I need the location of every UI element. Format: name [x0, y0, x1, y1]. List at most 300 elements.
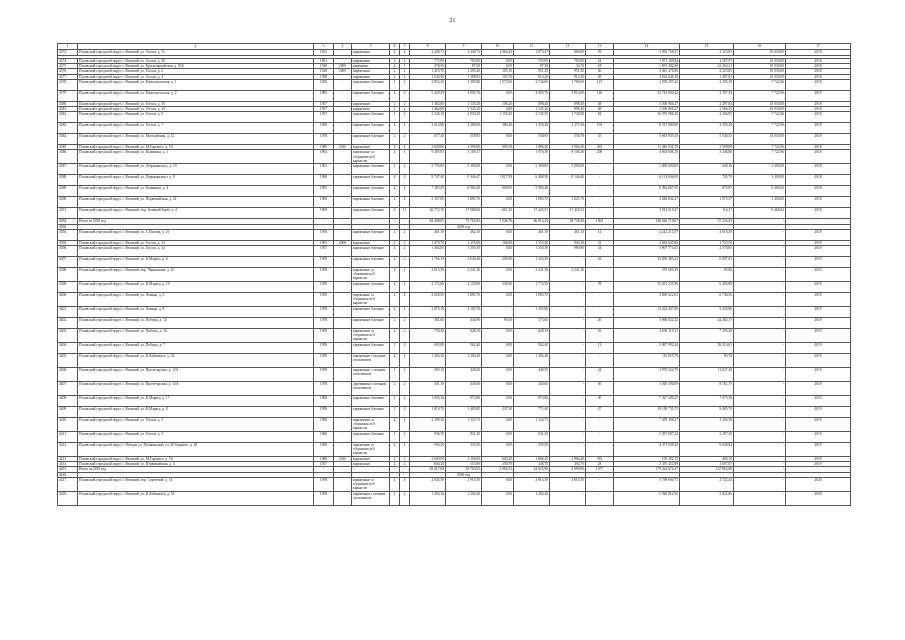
table-cell: 2018 — [786, 123, 851, 134]
table-cell: 9 049,84 — [680, 443, 734, 457]
column-number-cell: 10 — [482, 44, 514, 50]
table-cell: - — [550, 418, 586, 432]
table-cell: 3 697,87 — [680, 462, 734, 467]
table-cell: 1 476,40 — [514, 123, 550, 134]
table-row — [58, 134, 851, 145]
table-cell: 4 905,76 — [514, 90, 550, 101]
table-cell: - — [734, 268, 786, 282]
table-cell: 4402. — [58, 318, 78, 329]
table-cell: - — [586, 418, 614, 432]
table-cell: 5 758 600,75 — [614, 477, 680, 491]
table-cell: - — [734, 477, 786, 491]
table-cell: 2 300,00 — [446, 457, 482, 462]
table-cell: 2 — [390, 368, 400, 382]
table-cell: 0,00 — [482, 354, 514, 368]
table-cell: 1 000 600,00 — [614, 164, 680, 175]
table-cell: - — [786, 219, 851, 224]
table-cell: 444,90 — [446, 318, 482, 329]
table-cell: 2 — [400, 59, 410, 64]
table-cell: 7 722,96 — [734, 145, 786, 150]
table-row — [58, 354, 851, 368]
table-cell: 1 295,40 — [446, 69, 482, 74]
table-cell: кирпичные блочные — [352, 79, 390, 90]
table-cell: Псковский городской округ, г. Великий, ул. Гоголя, д. 7 — [78, 123, 314, 134]
table-cell: кирпичные — [352, 50, 390, 56]
table-cell: 562,40 — [446, 343, 482, 354]
table-cell: - — [734, 418, 786, 432]
table-cell: 0,00 — [482, 64, 514, 69]
table-cell: - — [550, 491, 586, 505]
table-cell: 4382. — [58, 112, 78, 123]
table-cell: Псковский городской округ, г. Великий, ул. Ленина, д. 6 — [78, 293, 314, 307]
table-cell: 1 350,30 — [514, 246, 550, 257]
table-cell: 4401. — [58, 307, 78, 318]
table-cell: 2 753,54 — [680, 240, 734, 245]
table-cell: кирпичные блочные — [352, 396, 390, 407]
table-cell: кирпичные блочные — [352, 432, 390, 443]
table-row — [58, 257, 851, 268]
table-cell: 2 — [400, 123, 410, 134]
table-cell: - — [734, 293, 786, 307]
table-cell: 440,60 — [514, 382, 550, 396]
table-cell: кирпичные блочные — [352, 123, 390, 134]
table-cell: 0,00 — [482, 329, 514, 343]
table-cell: 4 — [390, 79, 400, 90]
table-cell: - — [734, 329, 786, 343]
table-cell: 5 540,53 — [680, 134, 734, 145]
table-cell: 32 — [586, 257, 614, 268]
table-cell: 3 622 646,18 — [614, 74, 680, 79]
table-cell: деревянные с печным отоплением — [352, 382, 390, 396]
table-cell: Псковский городской округ, г. Великий, ул. Гоголя, д. 3 — [78, 418, 314, 432]
table-cell: 608,00 — [482, 186, 514, 197]
table-cell: 1 071 169,84 — [614, 59, 680, 64]
table-cell: 4 366,85 — [680, 112, 734, 123]
table-cell: 2 — [400, 175, 410, 186]
table-cell: 2 — [400, 382, 410, 396]
table-cell: 363 — [586, 457, 614, 462]
table-cell: 1 819,70 — [410, 407, 446, 418]
table-cell: 4 — [390, 150, 400, 164]
table-cell: 1 464,00 — [410, 107, 446, 112]
table-cell: 2019 — [786, 318, 851, 329]
table-cell: 2 — [400, 134, 410, 145]
table-cell: 37 243,45 — [680, 219, 734, 224]
table-cell: - — [334, 368, 352, 382]
table-cell: 0,00 — [482, 229, 514, 240]
table-cell: 84 408,05 — [410, 219, 446, 224]
table-cell: - — [334, 59, 352, 64]
table-cell: 1959 — [314, 318, 334, 329]
table-cell: 2 — [400, 107, 410, 112]
table-cell: - — [586, 293, 614, 307]
table-cell: 2 509,00 — [680, 145, 734, 150]
table-cell: 1960 — [314, 175, 334, 186]
table-cell: 4 — [390, 282, 400, 293]
table-cell: - — [334, 293, 352, 307]
table-cell: 1959 — [314, 268, 334, 282]
table-cell: 9 346,47 — [446, 175, 482, 186]
table-cell: 2 — [400, 74, 410, 79]
table-cell: 2 — [400, 69, 410, 74]
table-cell: - — [734, 443, 786, 457]
table-cell: 4 694 119,23 — [614, 329, 680, 343]
column-number-cell: 11 — [514, 44, 550, 50]
table-cell: 2 — [400, 246, 410, 257]
table-cell: - — [550, 354, 586, 368]
table-cell: 2 — [390, 257, 400, 268]
table-cell: 2 129,60 — [446, 282, 482, 293]
table-cell: - — [550, 293, 586, 307]
table-cell: 4379. — [58, 90, 78, 101]
table-cell: 4391. — [58, 208, 78, 219]
table-cell: 2019 — [786, 407, 851, 418]
table-cell: 4 — [400, 282, 410, 293]
table-cell: кирпичные — [352, 69, 390, 74]
table-cell: кирпичные блочные — [352, 257, 390, 268]
table-cell: 1 873,47 — [514, 50, 550, 56]
table-cell: 875,87 — [680, 186, 734, 197]
table-cell: - — [334, 74, 352, 79]
table-cell: 17 425,53 — [550, 208, 586, 219]
table-cell: кирпичные со сборными ж/б каркасом — [352, 418, 390, 432]
table-cell: 980,90 — [550, 246, 586, 257]
table-cell: - — [334, 134, 352, 145]
column-number-cell: 1 — [58, 44, 78, 50]
table-cell: 2019 — [786, 396, 851, 407]
table-cell: Псковский городской округ, г. Великий, ул. М.Горького, д. 5А — [78, 457, 314, 462]
table-cell: 2 497,04 — [680, 101, 734, 106]
table-cell: 5 755,00 — [410, 164, 446, 175]
table-cell: 1959 — [314, 257, 334, 268]
table-cell: 2 — [400, 396, 410, 407]
table-cell: 841,30 — [446, 432, 482, 443]
table-cell: 461,10 — [514, 229, 550, 240]
table-cell: 2018 — [786, 175, 851, 186]
table-row — [58, 418, 851, 432]
table-cell: 1 345,20 — [446, 101, 482, 106]
table-cell: - — [786, 467, 851, 472]
table-cell: 66 914,43 — [514, 219, 550, 224]
table-cell: 2019 — [786, 268, 851, 282]
table-cell: - — [334, 462, 352, 467]
table-cell: Псковский городской округ, г. Великий, ул. Красноармейская, д. 93А — [78, 64, 314, 69]
table-cell: 4381. — [58, 107, 78, 112]
table-cell: Псковский городской округ, г. Великий, ул. Первомайская, д. 22 — [78, 197, 314, 208]
table-row — [58, 246, 851, 257]
table-cell: 2019 — [786, 343, 851, 354]
table-cell: 462,10 — [446, 229, 482, 240]
table-cell: 1963 — [314, 240, 334, 245]
table-cell: 2 914,30 — [514, 477, 550, 491]
table-cell: 2 — [390, 101, 400, 106]
table-cell: 1960 — [314, 432, 334, 443]
table-cell: 5 445,86 — [680, 307, 734, 318]
table-cell: 4407. — [58, 382, 78, 396]
table-cell: 4406. — [58, 368, 78, 382]
table-cell: 5 837 887,24 — [614, 432, 680, 443]
table-cell: 1 885,70 — [446, 293, 482, 307]
table-cell: - — [334, 107, 352, 112]
table-cell: 2010 — [334, 457, 352, 462]
table-cell: - — [550, 368, 586, 382]
table-cell: 2 — [400, 101, 410, 106]
table-cell: Псковский городской округ, г. Великий, ул. Победы, д. 7 — [78, 343, 314, 354]
table-cell: 2 — [390, 74, 400, 79]
table-cell: 951,30 — [514, 69, 550, 74]
table-cell: - — [734, 307, 786, 318]
table-cell: кирпичные со сборными ж/б каркасом — [352, 150, 390, 164]
table-cell: 1956 — [314, 79, 334, 90]
table-cell: 480,19 — [680, 457, 734, 462]
table-cell: - — [586, 307, 614, 318]
table-cell: 3 461 474,96 — [614, 69, 680, 74]
table-cell: - — [334, 186, 352, 197]
table-cell: 4 — [400, 293, 410, 307]
table-cell: 2018 — [786, 74, 851, 79]
table-cell: 1 404,10 — [410, 491, 446, 505]
table-cell: 1980 — [314, 457, 334, 462]
table-row — [58, 432, 851, 443]
table-cell: 1985 — [314, 90, 334, 101]
table-cell: 2 — [390, 240, 400, 245]
table-cell: 24 402,17 — [680, 318, 734, 329]
table-cell: 30 — [586, 396, 614, 407]
table-cell: 2 — [400, 329, 410, 343]
table-cell: 1 464,00 — [410, 246, 446, 257]
table-cell: - — [586, 175, 614, 186]
table-cell: Псковский городской округ, г. Великий, ул. К.Либкнехта, д. 31 — [78, 491, 314, 505]
table-cell: 3 506 066,27 — [614, 107, 680, 112]
table-cell: - — [734, 462, 786, 467]
table-cell: 4 395,28 — [680, 79, 734, 90]
table-cell: - — [550, 307, 586, 318]
table-cell: - — [352, 467, 390, 472]
table-cell: 4386. — [58, 150, 78, 164]
table-cell: - — [550, 443, 586, 457]
table-cell: 24 025,90 — [514, 467, 550, 472]
table-cell: - — [314, 219, 334, 224]
table-cell: 2 663 645,96 — [614, 240, 680, 245]
table-row — [58, 477, 851, 491]
column-number-cell: 16 — [734, 44, 786, 50]
table-cell: кирпичные блочные — [352, 164, 390, 175]
table-cell: 1957 — [314, 246, 334, 257]
table-cell: 10 030,00 — [734, 64, 786, 69]
table-cell: Псковский городской округ, г. Великий, ул. Победы, д. 14 — [78, 318, 314, 329]
table-cell: 9 747,40 — [410, 175, 446, 186]
table-cell: 3 663 839,18 — [614, 134, 680, 145]
table-cell: 3 814,00 — [550, 90, 586, 101]
table-row — [58, 112, 851, 123]
table-cell: 4 — [390, 64, 400, 69]
table-cell: 6 — [390, 208, 400, 219]
table-cell: 2 — [390, 491, 400, 505]
table-cell: 898,40 — [550, 107, 586, 112]
table-cell: кирпичные — [352, 462, 390, 467]
table-cell: 2019 — [786, 90, 851, 101]
table-cell: 2 386,00 — [446, 123, 482, 134]
table-cell: - — [734, 457, 786, 462]
table-cell: 2005 — [334, 64, 352, 69]
table-cell: 7 722,96 — [734, 112, 786, 123]
table-row — [58, 382, 851, 396]
table-row — [58, 368, 851, 382]
table-cell: 179 424 674,47 — [614, 467, 680, 472]
table-cell: 2 — [390, 382, 400, 396]
table-cell: кирпичные с печным отоплением — [352, 354, 390, 368]
table-cell: 18 — [586, 64, 614, 69]
table-cell: 5 820 852,95 — [614, 491, 680, 505]
table-cell: 16 — [586, 329, 614, 343]
table-cell: 703,00 — [550, 59, 586, 64]
table-cell: 4383. — [58, 123, 78, 134]
table-cell: 2 — [400, 432, 410, 443]
table-cell: 1980 — [314, 145, 334, 150]
table-cell: 1 324,75 — [514, 418, 550, 432]
column-number-cell: 2 — [78, 44, 314, 50]
table-cell: 35 — [586, 134, 614, 145]
table-cell: кирпичные блочные — [352, 208, 390, 219]
table-cell: 2 — [400, 354, 410, 368]
table-cell: - — [334, 318, 352, 329]
table-cell: 17 588,60 — [446, 208, 482, 219]
table-cell: 0,00 — [482, 432, 514, 443]
table-cell: 1957 — [314, 462, 334, 467]
table-cell: 1 640,40 — [446, 257, 482, 268]
table-cell: 105,10 — [482, 69, 514, 74]
table-cell: - — [734, 382, 786, 396]
table-cell: 6 — [400, 90, 410, 101]
table-cell: 4393. — [58, 224, 78, 229]
table-cell: 1 485,85 — [446, 407, 482, 418]
table-cell: - — [334, 354, 352, 368]
table-cell: - — [734, 219, 786, 224]
table-cell: 495,10 — [410, 368, 446, 382]
table-row — [58, 208, 851, 219]
table-cell: Итого за 2019 год — [78, 467, 314, 472]
table-cell: 10 030,00 — [734, 50, 786, 56]
table-cell: 3 506 066,27 — [614, 101, 680, 106]
table-cell: 4 510,29 — [680, 229, 734, 240]
table-cell: - — [334, 50, 352, 56]
table-cell: 2018 — [786, 69, 851, 74]
table-cell: 2 084,25 — [482, 467, 514, 472]
table-cell: 4416. — [58, 472, 78, 477]
table-cell: 860,00 — [550, 50, 586, 56]
table-row — [58, 282, 851, 293]
table-cell: 16 976 906,30 — [614, 112, 680, 123]
table-cell: 116 855,79 — [614, 354, 680, 368]
table-cell: 5 429,29 — [410, 90, 446, 101]
table-cell: 1959 — [314, 477, 334, 491]
table-cell: 238,40 — [482, 282, 514, 293]
table-cell: 898,40 — [550, 101, 586, 106]
table-cell: 0,00 — [482, 164, 514, 175]
table-cell: 1 255,00 — [446, 240, 482, 245]
table-cell: 1 738,90 — [550, 112, 586, 123]
table-cell: 492,70 — [550, 462, 586, 467]
table-cell: 2 275,40 — [550, 123, 586, 134]
table-row — [58, 396, 851, 407]
table-cell: 1960 — [314, 418, 334, 432]
table-cell: 440,60 — [446, 382, 482, 396]
table-cell: 2 614,30 — [550, 477, 586, 491]
table-cell: 2019 — [786, 240, 851, 245]
table-cell: 1 470,70 — [410, 240, 446, 245]
table-cell: 558,79 — [550, 134, 586, 145]
table-cell: 951,30 — [550, 69, 586, 74]
table-cell: 15 839 483,23 — [614, 257, 680, 268]
table-cell: - — [334, 164, 352, 175]
table-cell: 4418. — [58, 491, 78, 505]
table-cell: 1 350,30 — [446, 246, 482, 257]
table-cell: 4398. — [58, 268, 78, 282]
table-cell: 2 028,50 — [410, 293, 446, 307]
table-cell: 0,00 — [482, 293, 514, 307]
table-cell: 6 468,50 — [514, 175, 550, 186]
table-cell: 4 471 938,38 — [614, 443, 680, 457]
table-cell: 2 570,85 — [680, 246, 734, 257]
table-cell: 2018 — [786, 145, 851, 150]
table-cell: 1 544,90 — [410, 74, 446, 79]
table-cell: 12 — [586, 343, 614, 354]
table-row — [58, 407, 851, 418]
table-cell: 2019 — [786, 382, 851, 396]
table-cell: 1 345,20 — [514, 107, 550, 112]
table-cell: 4395. — [58, 240, 78, 245]
table-cell: 898,40 — [514, 101, 550, 106]
table-cell: 703,00 — [446, 59, 482, 64]
table-cell: 2 600,00 — [410, 457, 446, 462]
column-number-cell: 3 — [314, 44, 334, 50]
table-row — [58, 491, 851, 505]
table-cell: 628,10 — [446, 329, 482, 343]
table-cell: 2018 — [786, 50, 851, 56]
table-cell: 3 807 774,65 — [614, 246, 680, 257]
table-cell: 2 — [390, 59, 400, 64]
table-cell: - — [334, 257, 352, 268]
table-cell: - — [334, 477, 352, 491]
table-cell: - — [550, 186, 586, 197]
table-cell: 208 — [586, 150, 614, 164]
table-cell: 1 774,50 — [514, 282, 550, 293]
table-cell: 605,00 — [410, 343, 446, 354]
table-cell: 104 — [586, 123, 614, 134]
table-cell: 2 — [400, 443, 410, 457]
table-cell: 2 — [390, 418, 400, 432]
table-row — [58, 293, 851, 307]
table-cell: 2 — [400, 307, 410, 318]
table-row — [58, 164, 851, 175]
table-cell: 1 204,40 — [446, 354, 482, 368]
table-cell: кирпичные со сборными ж/б каркасом — [352, 268, 390, 282]
table-cell: Псковский городской округ, г. Великий, пер. Чернышева, д. 10 — [78, 268, 314, 282]
table-cell: 3 813 015,47 — [614, 208, 680, 219]
table-cell: 2019 — [786, 457, 851, 462]
table-cell: 5 300,00 — [514, 164, 550, 175]
table-cell: 7 327 309,27 — [614, 396, 680, 407]
table-cell: 4 — [390, 268, 400, 282]
table-cell: 2 615,50 — [410, 268, 446, 282]
table-cell: - — [334, 208, 352, 219]
table-cell: 2019 — [786, 282, 851, 293]
table-cell: 49 — [586, 74, 614, 79]
table-cell: кирпичные — [352, 107, 390, 112]
table-cell: 2 325,85 — [680, 50, 734, 56]
table-cell: 2 — [390, 396, 400, 407]
table-row — [58, 175, 851, 186]
